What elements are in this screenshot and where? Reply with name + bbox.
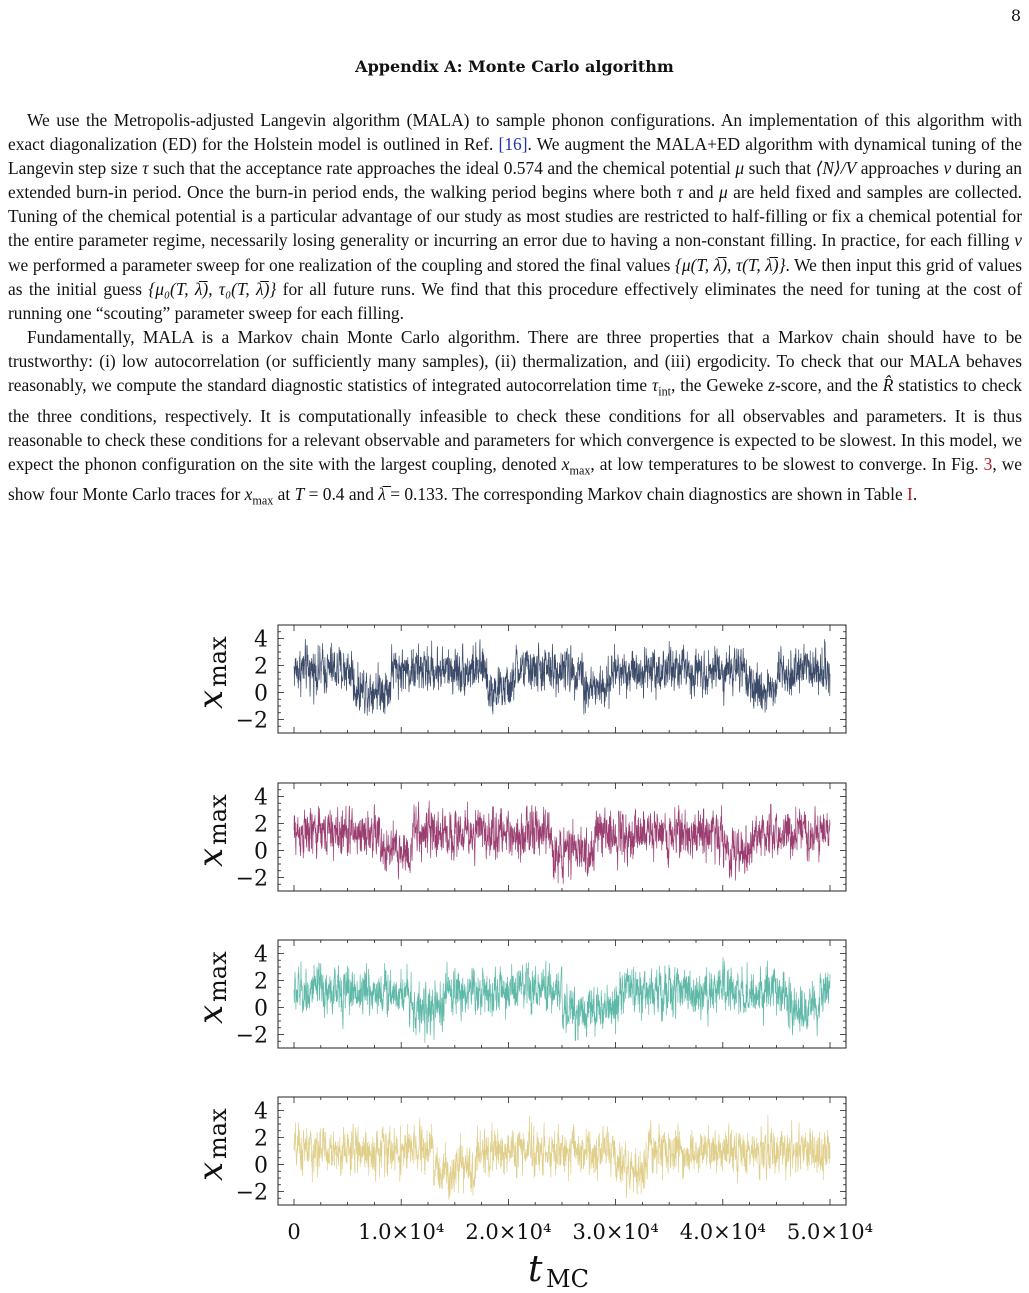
text-run: such that: [744, 158, 816, 179]
math-set-final-values: {μ(T, λ̅), τ(T, λ̅)}: [674, 254, 786, 275]
text-run: Fundamentally, MALA is a Markov chain Monte Carlo algorithm. There are three properties that a Markov chain should have to be trustworthy: (i) low autocorrelation (or sufficiently many samples), (ii) thermalization, and (iii) ergodicity. To check that our MALA behaves reasonably, we compute the standard diagnostic statistics of integrated autocorrelation time: [8, 326, 1022, 396]
symbol-x-max: x: [244, 484, 253, 505]
y-axis-label-subscript: max: [204, 1108, 232, 1159]
text-run: . We augment the MALA+ED algorithm with dynamical tuning of the Langevin step size: [8, 134, 1022, 179]
x-tick-label: 4.0×10⁴: [679, 1220, 766, 1244]
symbol-tau: τ: [676, 182, 684, 203]
text-run: , at low temperatures to be slowest to converge. In Fig.: [590, 453, 984, 474]
y-tick-label: −2: [235, 866, 268, 892]
y-tick-label: 0: [254, 839, 268, 865]
symbol-nu: ν: [943, 158, 952, 179]
x-axis-label: t: [528, 1249, 543, 1290]
y-tick-label: 0: [254, 681, 268, 707]
symbol-t: T: [294, 484, 305, 505]
y-tick-label: 4: [254, 1099, 268, 1125]
monte-carlo-trace-figure: [0, 600, 1029, 1293]
body-text: [8, 108, 1022, 513]
y-tick-label: −2: [235, 1023, 268, 1049]
symbol-tau-int: τ: [651, 375, 659, 396]
y-axis-label: x: [191, 847, 231, 867]
text-run: we performed a parameter sweep for one realization of the coupling and stored the final values: [8, 254, 675, 275]
y-tick-label: 0: [254, 996, 268, 1022]
text-run: -score, and the: [775, 375, 883, 396]
y-axis-label: x: [191, 1161, 231, 1181]
trace-line-panel-3: [294, 957, 830, 1042]
symbol-x-max: x: [561, 453, 570, 474]
text-run: . We then input this grid of values as the initial guess: [8, 254, 1022, 299]
text-run: for all future runs. We find that this procedure effectively eliminates the need for tuning at the cost of running one “scouting” parameter sweep for each filling.: [8, 278, 1023, 323]
text-run: statistics to check the three conditions, respectively. It is computationally infeasible to check these conditions for all observables and parameters. It is thus reasonable to check these conditions for a relevant observable and parameters for which convergence is expected to be slowest. In this model, we expect the phonon configuration on the site with the largest coupling, denoted: [8, 375, 1022, 474]
text-run: during an extended burn-in period. Once the burn-in period ends, the walking period begins where both: [8, 158, 1022, 203]
symbol-z: z: [768, 375, 775, 396]
y-axis-label-subscript: max: [204, 794, 232, 845]
subscript-max: max: [252, 493, 274, 508]
y-tick-label: 2: [254, 969, 268, 995]
text-run: approaches: [856, 158, 944, 179]
subscript-int: int: [658, 384, 672, 399]
x-axis-label-subscript: MC: [546, 1265, 589, 1293]
x-tick-label: 5.0×10⁴: [786, 1220, 874, 1244]
y-tick-label: 4: [254, 942, 268, 968]
text-run: = 0.4 and: [304, 484, 379, 505]
text-run: such that the acceptance rate approaches the ideal 0.574 and the chemical potential: [148, 158, 736, 179]
math-set-initial-guess: {μ₀(T, λ̅), τ₀(T, λ̅)}: [148, 278, 277, 299]
text-run: , the Geweke: [671, 375, 769, 396]
subscript-max: max: [569, 463, 591, 478]
y-tick-label: −2: [235, 1180, 268, 1206]
symbol-lambda-bar: λ̅: [378, 484, 386, 505]
text-run: , we show four Monte Carlo traces for: [8, 453, 1022, 505]
text-run: at: [273, 484, 295, 505]
trace-line-panel-2: [294, 801, 830, 884]
symbol-nu: ν: [1014, 230, 1022, 251]
x-tick-label: 1.0×10⁴: [358, 1220, 445, 1244]
text-run: and: [683, 182, 719, 203]
figure-link-3[interactable]: 3: [983, 453, 993, 474]
x-tick-label: 3.0×10⁴: [572, 1220, 659, 1244]
text-run: are held fixed and samples are collected. Tuning of the chemical potential is a particular advantage of our study as most studies are restricted to half-filling or fix a chemical potential for the entire parameter regime, necessarily losing generality or incurring an error due to having a non-constant filling. In practice, for each filling: [8, 182, 1022, 251]
symbol-mu: μ: [735, 158, 745, 179]
paragraph-1: [8, 108, 1022, 325]
y-tick-label: 0: [254, 1153, 268, 1179]
text-run: .: [912, 484, 918, 505]
symbol-r-hat: R̂: [882, 375, 894, 396]
symbol-mu: μ: [718, 182, 728, 203]
y-axis-label-subscript: max: [204, 951, 232, 1002]
x-tick-label: 2.0×10⁴: [465, 1220, 552, 1244]
reference-link-16[interactable]: [16]: [498, 134, 528, 155]
symbol-tau: τ: [142, 158, 149, 179]
paragraph-2: [8, 325, 1022, 513]
trace-line-panel-1: [294, 639, 830, 715]
text-run: = 0.133. The corresponding Markov chain diagnostics are shown in Table: [385, 484, 908, 505]
x-tick-label: 0: [287, 1220, 301, 1244]
text-run: We use the Metropolis-adjusted Langevin algorithm (MALA) to sample phonon configurations. An implementation of this algorithm with exact diagonalization (ED) for the Holstein model is outlined in Ref.: [8, 110, 1022, 155]
trace-line-panel-4: [294, 1115, 830, 1200]
table-link-1[interactable]: I: [907, 484, 913, 505]
y-tick-label: 4: [254, 627, 268, 653]
y-tick-label: 2: [254, 654, 268, 680]
y-tick-label: 2: [254, 1126, 268, 1152]
y-tick-label: −2: [235, 708, 268, 734]
section-heading: Appendix A: Monte Carlo algorithm: [355, 57, 674, 76]
y-tick-label: 4: [254, 785, 268, 811]
y-axis-label: x: [191, 689, 231, 709]
y-axis-label: x: [191, 1004, 231, 1024]
y-axis-label-subscript: max: [204, 636, 232, 687]
symbol-n-over-v: ⟨N⟩/V: [815, 158, 857, 179]
page-number: 8: [1010, 6, 1021, 25]
y-tick-label: 2: [254, 812, 268, 838]
